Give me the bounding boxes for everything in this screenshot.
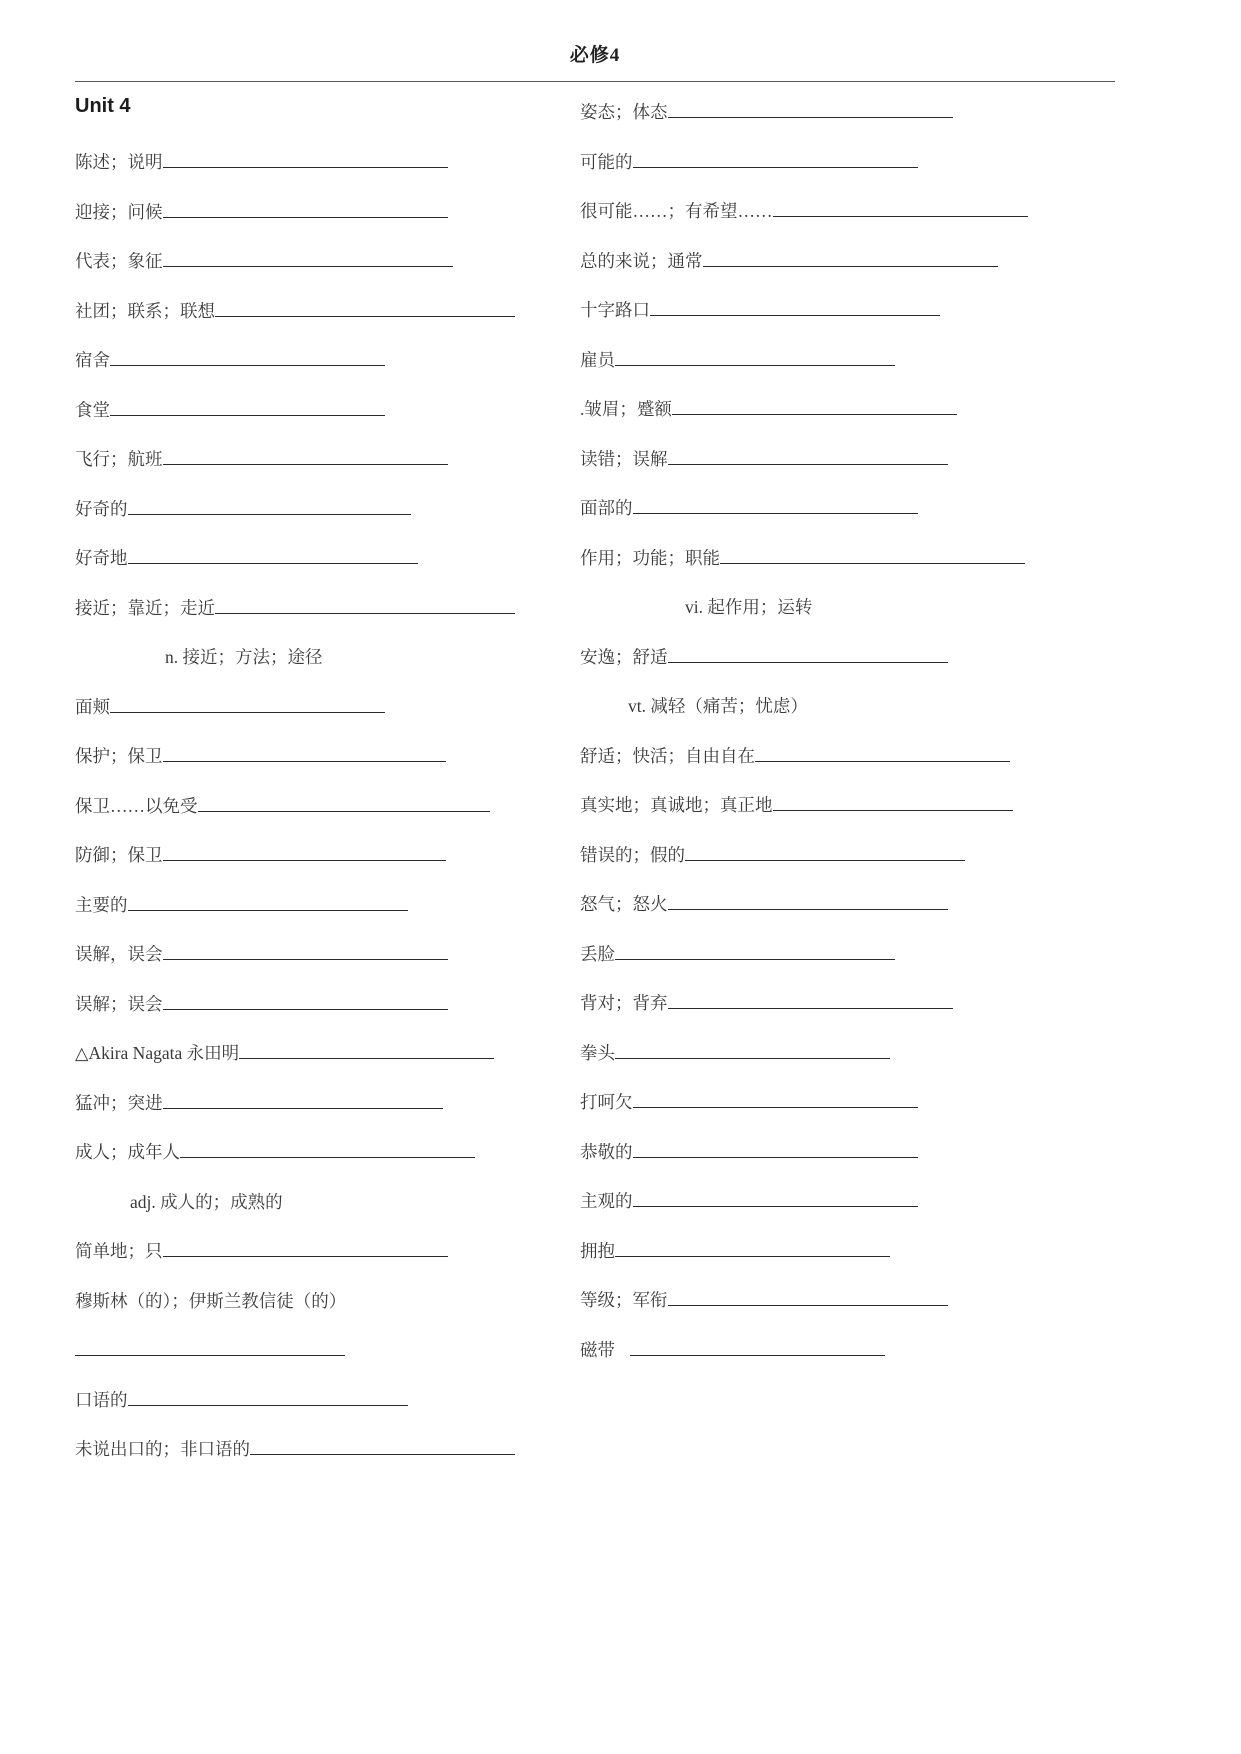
answer-blank bbox=[163, 167, 448, 168]
vocab-row bbox=[75, 1277, 555, 1327]
answer-blank bbox=[633, 1206, 918, 1207]
vocab-term: 安逸；舒适 bbox=[580, 646, 668, 667]
right-column bbox=[580, 88, 1060, 1375]
vocab-row bbox=[75, 1425, 555, 1475]
vocab-row bbox=[580, 633, 1060, 683]
vocab-row bbox=[580, 682, 1060, 732]
vocab-term: 背对；背弃 bbox=[580, 993, 668, 1013]
answer-blank bbox=[215, 316, 515, 317]
vocab-row bbox=[75, 782, 555, 832]
vocab-term: 宿舍 bbox=[75, 350, 110, 370]
vocab-term: 面颊 bbox=[75, 696, 110, 717]
answer-blank bbox=[703, 266, 998, 267]
vocab-term: adj. 成人的；成熟的 bbox=[130, 1191, 283, 1212]
answer-blank bbox=[633, 1157, 918, 1158]
page-title: 必修4 bbox=[569, 45, 621, 66]
vocab-row bbox=[580, 1276, 1060, 1326]
vocab-row bbox=[75, 534, 555, 584]
answer-blank bbox=[180, 1157, 475, 1158]
vocab-term: 好奇地 bbox=[75, 548, 128, 568]
answer-blank bbox=[110, 365, 385, 366]
answer-blank bbox=[128, 1405, 408, 1406]
vocab-term: 真实地；真诚地；真正地 bbox=[580, 795, 773, 815]
vocab-term: 保护；保卫 bbox=[75, 746, 163, 766]
answer-blank bbox=[250, 1454, 515, 1455]
answer-blank bbox=[755, 761, 1010, 762]
vocab-row bbox=[75, 881, 555, 931]
vocab-row bbox=[580, 534, 1060, 584]
vocab-row bbox=[75, 1128, 555, 1178]
vocab-term: 很可能……；有希望…… bbox=[580, 201, 773, 221]
vocab-row bbox=[580, 1177, 1060, 1227]
vocab-term: 恭敬的 bbox=[580, 1141, 633, 1162]
answer-blank bbox=[110, 712, 385, 713]
answer-blank bbox=[615, 1256, 890, 1257]
vocab-row bbox=[75, 485, 555, 535]
vocab-row bbox=[75, 930, 555, 980]
vocab-term: 舒适；快活；自由自在 bbox=[580, 745, 755, 766]
vocab-term: 接近；靠近；走近 bbox=[75, 597, 215, 618]
answer-blank bbox=[650, 315, 940, 316]
answer-blank bbox=[633, 1107, 918, 1108]
vocab-row bbox=[580, 979, 1060, 1029]
vocab-row bbox=[580, 138, 1060, 188]
left-column bbox=[75, 86, 555, 1475]
vocab-term: 姿态；体态 bbox=[580, 102, 668, 122]
answer-blank bbox=[668, 1305, 948, 1306]
vocab-row bbox=[580, 385, 1060, 435]
vocab-row bbox=[580, 484, 1060, 534]
vocab-term: 社团；联系；联想 bbox=[75, 300, 215, 321]
vocab-term: 成人；成年人 bbox=[75, 1142, 180, 1162]
vocab-row bbox=[580, 237, 1060, 287]
answer-blank bbox=[668, 909, 948, 910]
vocab-term: 主要的 bbox=[75, 894, 128, 915]
answer-blank bbox=[773, 810, 1013, 811]
vocab-row bbox=[580, 583, 1060, 633]
vocab-row bbox=[75, 138, 555, 188]
vocab-row bbox=[580, 831, 1060, 881]
answer-blank bbox=[163, 464, 448, 465]
answer-blank bbox=[668, 464, 948, 465]
answer-blank bbox=[239, 1058, 494, 1059]
answer-blank bbox=[630, 1355, 885, 1356]
vocab-term: 拥抱 bbox=[580, 1240, 615, 1261]
vocab-term: 可能的 bbox=[580, 151, 633, 172]
vocab-row bbox=[580, 1227, 1060, 1277]
answer-blank bbox=[668, 117, 953, 118]
vocab-row bbox=[75, 237, 555, 287]
vocab-term: 防御；保卫 bbox=[75, 845, 163, 865]
vocab-term: 简单地；只 bbox=[75, 1241, 163, 1261]
answer-blank bbox=[163, 266, 453, 267]
answer-blank bbox=[163, 860, 446, 861]
vocab-term: 拳头 bbox=[580, 1042, 615, 1063]
vocab-row bbox=[580, 1128, 1060, 1178]
vocab-row bbox=[75, 435, 555, 485]
vocab-row bbox=[75, 386, 555, 436]
vocab-term: 总的来说；通常 bbox=[580, 250, 703, 271]
vocab-term: 飞行；航班 bbox=[75, 449, 163, 469]
vocab-term: 好奇的 bbox=[75, 498, 128, 519]
answer-blank bbox=[163, 761, 446, 762]
vocab-term: 穆斯林（的）；伊斯兰教信徒（的） bbox=[75, 1290, 347, 1311]
vocab-term: 等级；军衔 bbox=[580, 1290, 668, 1310]
answer-blank bbox=[615, 1058, 890, 1059]
vocab-row bbox=[580, 1078, 1060, 1128]
vocab-term: 口语的 bbox=[75, 1389, 128, 1410]
vocab-row bbox=[580, 1029, 1060, 1079]
vocab-row bbox=[75, 831, 555, 881]
vocab-term: 未说出口的；非口语的 bbox=[75, 1439, 250, 1459]
vocab-term: 怒气；怒火 bbox=[580, 894, 668, 914]
vocab-row bbox=[75, 732, 555, 782]
vocab-term: △Akira Nagata 永田明 bbox=[75, 1043, 240, 1063]
vocab-term: 错误的；假的 bbox=[580, 844, 685, 865]
vocab-row bbox=[580, 336, 1060, 386]
answer-blank bbox=[128, 563, 418, 564]
vocab-term: 面部的 bbox=[580, 498, 633, 518]
vocab-term: 代表；象征 bbox=[75, 251, 163, 271]
vocab-term: 陈述；说明 bbox=[75, 152, 163, 172]
vocab-row bbox=[75, 1029, 555, 1079]
vocab-term: 主观的 bbox=[580, 1191, 633, 1211]
vocab-row bbox=[580, 435, 1060, 485]
vocab-row bbox=[580, 781, 1060, 831]
answer-blank bbox=[633, 167, 918, 168]
vocab-row bbox=[75, 188, 555, 238]
answer-blank bbox=[773, 216, 1028, 217]
unit-heading: Unit 4 bbox=[75, 95, 131, 117]
vocab-row bbox=[75, 633, 555, 683]
vocab-row bbox=[75, 584, 555, 634]
vocab-term: n. 接近；方法；途径 bbox=[165, 647, 323, 667]
answer-blank bbox=[215, 613, 515, 614]
vocab-row bbox=[75, 336, 555, 386]
answer-blank bbox=[720, 563, 1025, 564]
vocab-term: 十字路口 bbox=[580, 300, 650, 320]
header-divider bbox=[75, 81, 1115, 82]
answer-blank bbox=[75, 1355, 345, 1356]
vocab-term: 误解；误会 bbox=[75, 993, 163, 1014]
vocab-row bbox=[580, 880, 1060, 930]
document-header bbox=[75, 40, 1115, 82]
vocab-row bbox=[75, 1178, 555, 1228]
vocab-row bbox=[580, 286, 1060, 336]
vocab-row bbox=[580, 88, 1060, 138]
vocab-row bbox=[75, 1376, 555, 1426]
vocab-row bbox=[75, 287, 555, 337]
answer-blank bbox=[615, 365, 895, 366]
vocab-row bbox=[580, 930, 1060, 980]
vocab-row bbox=[75, 1079, 555, 1129]
answer-blank bbox=[163, 1108, 443, 1109]
answer-blank bbox=[668, 1008, 953, 1009]
answer-blank bbox=[163, 959, 448, 960]
vocab-term: 磁带 bbox=[580, 1339, 615, 1360]
answer-blank bbox=[163, 1009, 448, 1010]
vocab-term: 迎接；问候 bbox=[75, 201, 163, 222]
vocab-term: 猛冲；突进 bbox=[75, 1092, 163, 1113]
vocab-term: 误解，误会 bbox=[75, 944, 163, 964]
answer-blank bbox=[163, 217, 448, 218]
vocab-row bbox=[580, 187, 1060, 237]
answer-blank bbox=[668, 662, 948, 663]
vocab-term: vi. 起作用；运转 bbox=[685, 597, 813, 617]
answer-blank bbox=[163, 1256, 448, 1257]
vocab-term: 食堂 bbox=[75, 399, 110, 420]
vocab-term: .皱眉；蹙额 bbox=[580, 399, 672, 419]
vocab-term: 作用；功能；职能 bbox=[580, 547, 720, 568]
answer-blank bbox=[685, 860, 965, 861]
answer-blank bbox=[633, 513, 918, 514]
vocab-row bbox=[580, 1326, 1060, 1376]
answer-blank bbox=[128, 514, 411, 515]
answer-blank bbox=[672, 414, 957, 415]
vocab-row bbox=[580, 732, 1060, 782]
vocab-row bbox=[75, 1326, 555, 1376]
vocab-term: 保卫……以免受 bbox=[75, 795, 198, 816]
vocab-row bbox=[75, 1227, 555, 1277]
vocab-row bbox=[75, 683, 555, 733]
answer-blank bbox=[128, 910, 408, 911]
answer-blank bbox=[110, 415, 385, 416]
vocab-row bbox=[75, 980, 555, 1030]
vocab-term: 丢脸 bbox=[580, 943, 615, 964]
vocab-term: 雇员 bbox=[580, 349, 615, 370]
answer-blank bbox=[615, 959, 895, 960]
vocab-term: vt. 减轻（痛苦；忧虑） bbox=[628, 696, 808, 716]
answer-blank bbox=[198, 811, 490, 812]
vocab-term: 打呵欠 bbox=[580, 1092, 633, 1112]
vocab-term: 读错；误解 bbox=[580, 448, 668, 469]
